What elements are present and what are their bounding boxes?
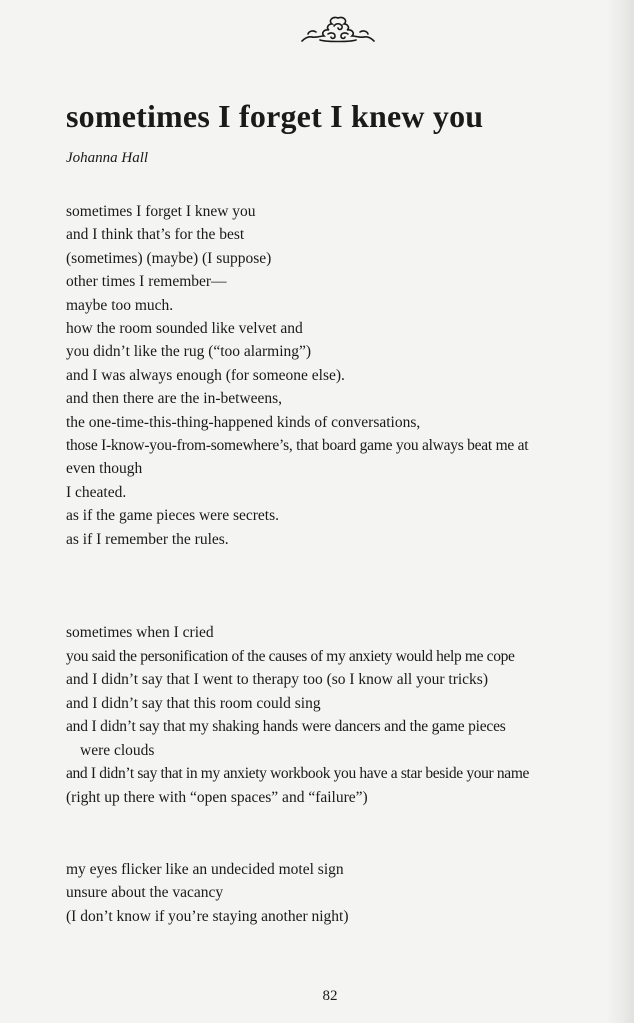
poem-line: and I didn’t say that this room could sing [66,694,321,712]
poem-title: sometimes I forget I knew you [66,98,484,134]
poem-line: how the room sounded like velvet and [66,320,303,338]
poem-line: and I was always enough (for someone else). [66,366,345,384]
poem-stanza-2 [66,621,626,809]
cloud-scroll-ornament-icon [298,12,378,46]
poem-line: and I didn’t say that I went to therapy too (so I know all your tricks) [66,671,488,688]
poem-line: I cheated. [66,483,127,501]
poem-line: my eyes flicker like an undecided motel sign [66,861,344,878]
poem-line: sometimes I forget I knew you [66,203,256,220]
poem-line-continuation: were clouds [80,741,155,759]
poem-line: you didn’t like the rug (“too alarming”) [66,343,312,361]
poem-line: (sometimes) (maybe) (I suppose) [66,249,272,267]
poem-line: those I-know-you-from-somewhere’s, that board game you always beat me at [66,437,529,455]
poem-line: and then there are the in-betweens, [66,390,283,408]
poem-line: and I didn’t say that in my anxiety workbook you have a star beside your name [66,765,530,782]
poem-line: as if I remember the rules. [66,530,229,548]
poem-line: and I think that’s for the best [66,226,245,244]
poem-line: sometimes when I cried [66,624,214,641]
poem-line: (I don’t know if you’re staying another night) [66,907,349,925]
poem-line: maybe too much. [66,296,174,314]
poem-line: as if the game pieces were secrets. [66,507,280,525]
poem-line: you said the personification of the causes of my anxiety would help me cope [66,647,515,665]
poem-line: and I didn’t say that my shaking hands were dancers and the game pieces [66,718,506,735]
page-number: 82 [322,988,338,1004]
poem-stanza-3 [66,858,626,928]
poem-line: the one-time-this-thing-happened kinds of conversations, [66,413,421,431]
poem-line: even though [66,460,143,478]
poem-line: (right up there with “open spaces” and “failure”) [66,788,368,806]
poem-stanza-1 [66,200,626,551]
poem-author: Johanna Hall [66,150,149,166]
poem-line: other times I remember— [66,273,227,291]
poem-line: unsure about the vacancy [66,884,224,902]
